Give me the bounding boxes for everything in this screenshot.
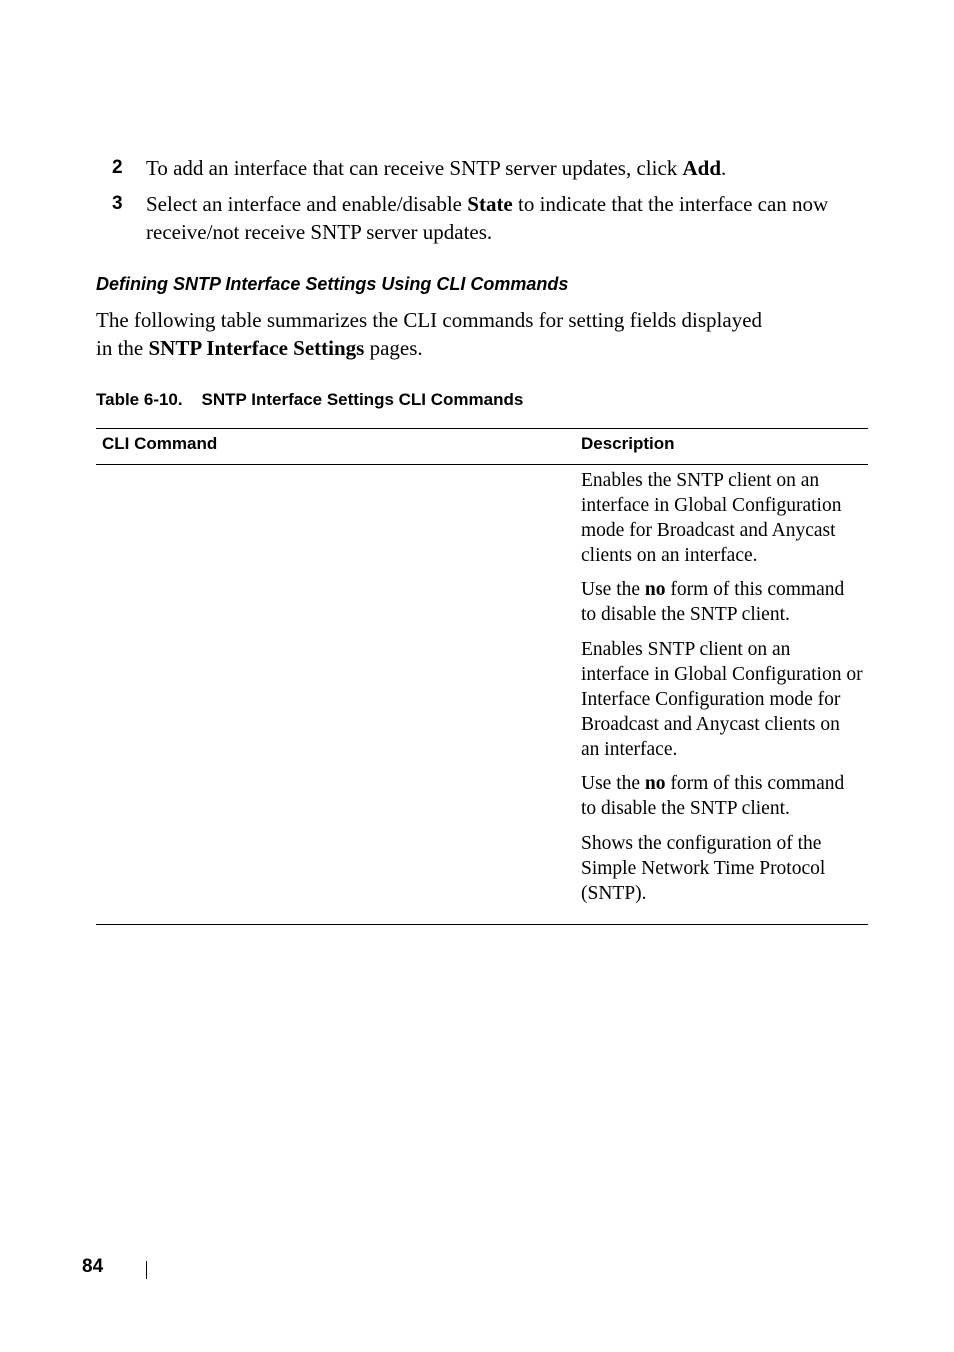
desc-text: Enables the SNTP client on an interface in Global Configuration mode for Broadcast and Anycast clients on an interface. <box>581 470 842 566</box>
intro-pre: The following table summarizes the CLI commands for setting fields displayed in the <box>96 308 763 360</box>
step-item <box>112 190 832 246</box>
description-paragraph <box>581 637 863 762</box>
table-row <box>96 468 868 627</box>
column-header-cli-command: CLI Command <box>102 434 218 453</box>
step-text-post: to indicate that the interface can now receive/not receive SNTP server updates. <box>146 192 829 244</box>
table-header-row <box>96 429 868 465</box>
intro-bold: SNTP Interface Settings <box>148 336 365 360</box>
description-paragraph <box>581 831 863 906</box>
desc-bold: no <box>644 579 666 600</box>
table-row <box>96 637 868 821</box>
step-text-bold: State <box>467 192 513 216</box>
page-number: 84 <box>82 1256 104 1277</box>
intro-post: pages. <box>364 336 423 360</box>
footer-divider <box>146 1261 147 1279</box>
desc-text: Enables SNTP client on an interface in Global Configuration or Interface Configuration mode for Broadcast and Anycast clients on an interface. <box>581 639 863 760</box>
description-cell <box>581 831 863 906</box>
description-cell <box>581 468 863 627</box>
column-header-description: Description <box>581 434 675 453</box>
description-cell <box>581 637 863 821</box>
description-paragraph <box>581 771 863 821</box>
table-caption: Table 6-10. SNTP Interface Settings CLI Commands <box>96 390 524 409</box>
intro-paragraph <box>96 306 776 362</box>
desc-text: Shows the configuration of the Simple Network Time Protocol (SNTP). <box>581 833 826 904</box>
desc-bold: no <box>644 773 666 794</box>
desc-text: Use the <box>581 773 645 794</box>
step-text-pre: To add an interface that can receive SNTP server updates, click <box>146 156 683 180</box>
step-text-pre: Select an interface and enable/disable <box>146 192 468 216</box>
description-paragraph <box>581 577 863 627</box>
step-text <box>146 154 832 182</box>
description-paragraph <box>581 468 863 568</box>
step-text-post: . <box>721 156 727 180</box>
step-text-bold: Add <box>682 156 722 180</box>
step-number: 2 <box>112 157 123 178</box>
section-heading: Defining SNTP Interface Settings Using CLI Commands <box>96 274 569 294</box>
desc-text: Use the <box>581 579 645 600</box>
table-body <box>96 465 868 924</box>
step-text <box>146 190 832 246</box>
desc-text-post: form of this command to disable the SNTP client. <box>581 773 845 819</box>
table-row <box>96 831 868 906</box>
step-item <box>112 154 832 182</box>
cli-commands-table <box>96 428 868 925</box>
desc-text-post: form of this command to disable the SNTP client. <box>581 579 845 625</box>
step-number: 3 <box>112 193 123 214</box>
